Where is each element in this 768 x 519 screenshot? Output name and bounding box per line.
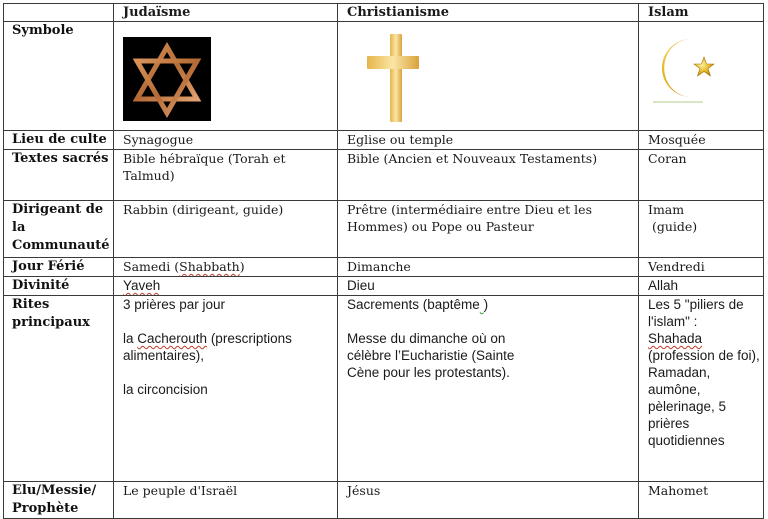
rites-judaisme-p2-pre: la [123,331,138,346]
cell-jour-islam: Vendredi [639,258,764,277]
label-rites: Rites principaux [4,296,114,482]
cell-jour-christianisme: Dimanche [338,258,639,277]
cell-textes-christianisme: Bible (Ancien et Nouveaux Testaments) [338,150,639,201]
row-textes-sacres [4,150,764,201]
row-divinite [4,277,764,296]
cell-dirigeant-islam [639,201,764,258]
jour-judaisme-post: ) [239,259,245,274]
label-jour-ferie: Jour Férié [4,258,114,277]
cell-dirigeant-christianisme: Prêtre (intermédiaire entre Dieu et les Hommes) ou Pope ou Pasteur [338,201,639,258]
rites-islam-p2-post: (profession de foi), [648,348,760,363]
cell-rites-islam [639,296,764,482]
rites-islam-p1: Les 5 "piliers de l'islam" : [648,297,744,329]
cell-jour-judaisme [114,258,338,277]
rites-judaisme-p2 [123,330,337,364]
label-elu: Elu/Messie/ Prophète [4,482,114,519]
cell-dirigeant-judaisme: Rabbin (dirigeant, guide) [114,201,338,258]
cell-lieu-islam: Mosquée [639,131,764,150]
rites-islam-p2 [648,330,763,364]
label-dirigeant: Dirigeant de la Communauté [4,201,114,258]
rites-christianisme-p1-post: ) [483,297,489,312]
dirigeant-islam-line1: Imam [648,202,685,217]
cell-symbole-judaisme [114,22,338,131]
cell-lieu-judaisme: Synagogue [114,131,338,150]
crescent-and-star-icon [651,35,721,105]
rites-christianisme-p1-pre: Sacrements (baptême [347,297,480,312]
row-rites [4,296,764,482]
rites-christianisme-p2: Messe du dimanche où on célèbre l’Eucharistie (Sainte Cène pour les protestants). [347,331,515,380]
rites-judaisme-p1: 3 prières par jour [123,297,226,312]
header-judaisme: Judaïsme [114,4,338,22]
jour-judaisme-pre: Samedi ( [123,259,180,274]
header-empty-cell [4,4,114,22]
cell-textes-islam: Coran [639,150,764,201]
cell-divinite-judaisme [114,277,338,296]
cell-elu-christianisme: Jésus [338,482,639,519]
row-jour-ferie [4,258,764,277]
rites-judaisme-p3: la circoncision [123,382,208,397]
cell-symbole-christianisme [338,22,639,131]
header-row [4,4,764,22]
header-islam: Islam [639,4,764,22]
cell-divinite-christianisme: Dieu [338,277,639,296]
cell-elu-islam: Mahomet [639,482,764,519]
spellcheck-word-cacherouth: Cacherouth [137,331,208,346]
cell-lieu-christianisme: Eglise ou temple [338,131,639,150]
spellcheck-word-shahada: Shahada [648,331,703,346]
star-of-david-icon [123,37,211,121]
cell-symbole-islam [639,22,764,131]
row-symbole [4,22,764,131]
latin-cross-icon [367,34,427,122]
cell-elu-judaisme: Le peuple d'Israël [114,482,338,519]
spellcheck-word-yaveh: Yaveh [123,278,161,293]
spellcheck-word-shabbath: Shabbath [179,259,240,274]
label-divinite: Divinité [4,277,114,296]
header-christianisme: Christianisme [338,4,639,22]
cell-rites-judaisme [114,296,338,482]
rites-christianisme-p1 [347,296,638,313]
label-symbole: Symbole [4,22,114,131]
religions-comparison-table [3,3,764,519]
row-dirigeant [4,201,764,258]
label-lieu-de-culte: Lieu de culte [4,131,114,150]
rites-islam-p3: Ramadan, aumône, pèlerinage, 5 prières quotidiennes [648,365,727,448]
dirigeant-islam-line2: (guide) [648,219,698,234]
label-textes-sacres: Textes sacrés [4,150,114,201]
cell-divinite-islam: Allah [639,277,764,296]
row-lieu-de-culte [4,131,764,150]
cell-textes-judaisme: Bible hébraïque (Torah et Talmud) [114,150,338,201]
cell-rites-christianisme [338,296,639,482]
rites-judaisme-p2-post: (prescriptions alimentaires), [123,331,292,363]
